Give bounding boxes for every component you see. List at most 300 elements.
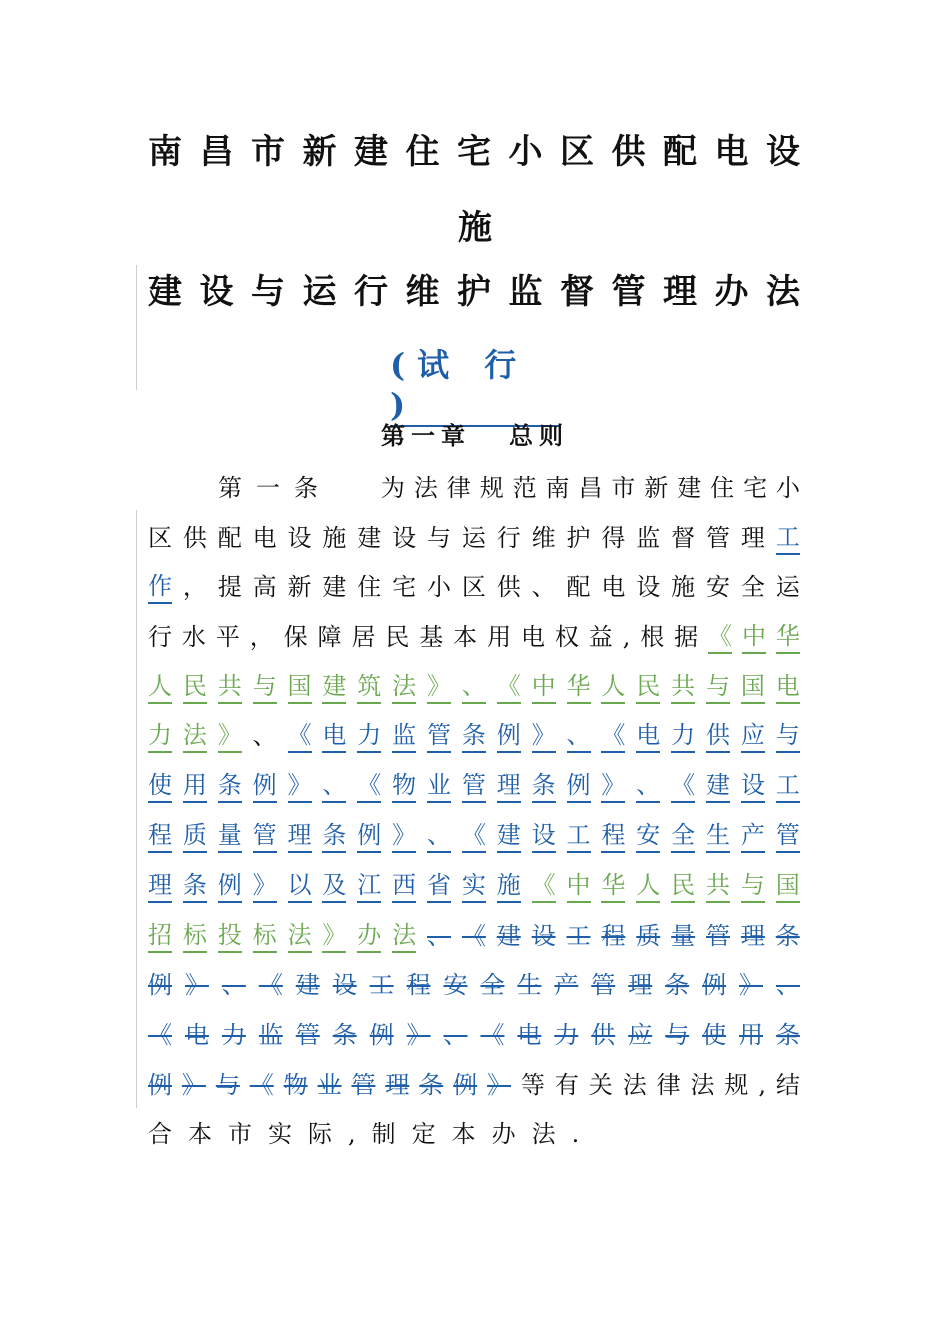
- article-char: 程: [601, 922, 626, 950]
- article-char: 条: [322, 819, 346, 853]
- article-char: 设: [531, 922, 556, 950]
- article-char: 管: [776, 819, 800, 853]
- article-line: [148, 621, 800, 653]
- article-char: 、: [531, 573, 556, 601]
- article-char: 建: [322, 573, 347, 601]
- article-char: 业: [427, 769, 451, 803]
- article-char: 管: [591, 971, 616, 999]
- article-char: 配: [217, 524, 242, 552]
- article-char: 》: [218, 719, 242, 753]
- article-char: 人: [636, 869, 660, 903]
- article-char: 监: [636, 524, 661, 552]
- article-char: 《: [601, 719, 625, 753]
- article-char: 区: [461, 573, 486, 601]
- title-char: 运: [302, 272, 337, 312]
- article-char: 、: [322, 769, 346, 803]
- article-char: 华: [567, 670, 591, 704]
- article-char: 电: [601, 573, 626, 601]
- article-char: 投: [218, 919, 242, 953]
- article-char: 据: [674, 623, 699, 651]
- article-char: 例: [567, 769, 591, 803]
- title-char: 区: [560, 132, 594, 172]
- article-char: 法: [392, 670, 416, 704]
- article-char: 《: [258, 971, 283, 999]
- article-char: 关: [588, 1071, 613, 1099]
- article-char: 《: [357, 769, 381, 803]
- article-char: ,: [622, 623, 631, 651]
- article-char: 《: [480, 1021, 505, 1049]
- article-char: 《: [532, 869, 556, 903]
- article-char: 与: [776, 719, 800, 753]
- article-char: 力: [671, 719, 695, 753]
- title-char: 与: [251, 272, 285, 312]
- article-char: 工: [776, 521, 800, 555]
- article-char: 华: [776, 620, 800, 654]
- article-char: 管: [462, 769, 486, 803]
- article-char: 生: [517, 971, 542, 999]
- article-char: 设: [532, 819, 556, 853]
- article-char: 》: [184, 971, 209, 999]
- title-char: 维: [405, 272, 440, 312]
- article-char: 例: [702, 971, 727, 999]
- article-char: 中: [567, 869, 591, 903]
- article-char: 条: [775, 922, 800, 950]
- title-char: 法: [766, 272, 800, 312]
- article-char: 力: [554, 1021, 579, 1049]
- article-char: 住: [357, 573, 382, 601]
- article-char: 、: [636, 769, 660, 803]
- article-char: 法: [183, 719, 207, 753]
- article-char: 、: [252, 722, 277, 750]
- article-char: 程: [148, 819, 172, 853]
- article-char: 南: [545, 474, 570, 502]
- article-char: 理: [740, 922, 765, 950]
- article-char: 程: [406, 971, 431, 999]
- article-char: 昌: [578, 474, 603, 502]
- article-char: ，: [249, 623, 274, 651]
- article-char: 本: [451, 1120, 476, 1148]
- article-char: 》: [288, 769, 312, 803]
- article-char: 民: [183, 670, 207, 704]
- article-char: 住: [710, 474, 735, 502]
- article-char: 民: [636, 670, 660, 704]
- article-char: 理: [740, 524, 765, 552]
- article-line: [148, 870, 800, 902]
- article-char: 电: [252, 524, 277, 552]
- article-char: 建: [706, 769, 730, 803]
- article-char: ，: [182, 573, 207, 601]
- article-char: 、: [427, 819, 451, 853]
- article-char: 力: [221, 1021, 246, 1049]
- article-char: 人: [148, 670, 172, 704]
- article-char: 业: [317, 1071, 342, 1099]
- article-char: 高: [252, 573, 277, 601]
- article-char: 为: [380, 474, 405, 502]
- article-char: 障: [317, 623, 342, 651]
- article-char: 程: [601, 819, 625, 853]
- article-char: 权: [554, 623, 579, 651]
- title-char: 供: [611, 132, 646, 172]
- article-char: ,: [758, 1071, 766, 1099]
- article-char: 宅: [392, 573, 417, 601]
- chapter-name: 总则: [509, 422, 569, 450]
- article-char: 例: [369, 1021, 394, 1049]
- title-char: 南: [148, 132, 182, 172]
- article-char: 工: [369, 971, 394, 999]
- article-char: 例: [148, 1071, 172, 1099]
- article-char: 新: [644, 474, 669, 502]
- article-char: 设: [636, 573, 661, 601]
- article-char: 际: [308, 1120, 332, 1148]
- title-char: 护: [457, 272, 491, 312]
- article-char: 省: [427, 869, 451, 903]
- article-char: 实: [268, 1120, 292, 1148]
- article-char: 电: [520, 623, 545, 651]
- article-char: 国: [776, 869, 800, 903]
- title-line-1: [148, 132, 800, 172]
- article-char: 宅: [743, 474, 768, 502]
- article-char: 工: [776, 769, 800, 803]
- article-char: 华: [601, 869, 625, 903]
- article-char: 定: [411, 1120, 436, 1148]
- article-char: 新: [287, 573, 312, 601]
- article-char: 《: [671, 769, 695, 803]
- title-char: 电: [714, 132, 749, 172]
- title-char: 办: [714, 272, 749, 312]
- article-char: 用: [183, 769, 207, 803]
- title-char: 市: [251, 132, 285, 172]
- article-char: 标: [253, 919, 277, 953]
- article-char: 结: [775, 1071, 800, 1099]
- article-char: 电: [517, 1021, 542, 1049]
- article-char: 应: [628, 1021, 653, 1049]
- article-char: 规: [724, 1071, 749, 1099]
- article-char: 范: [512, 474, 537, 502]
- article-char: 筑: [357, 670, 381, 704]
- article-char: 《: [288, 719, 312, 753]
- article-char: 律: [656, 1071, 681, 1099]
- article-char: 根: [640, 623, 665, 651]
- article-line: [148, 969, 800, 1001]
- article-char: 理: [497, 769, 521, 803]
- article-char: 招: [148, 919, 172, 953]
- article-char: 管: [706, 922, 730, 950]
- article-char: 法: [690, 1071, 715, 1099]
- article-char: 用: [739, 1021, 763, 1049]
- article-char: 工: [567, 819, 591, 853]
- article-char: 《: [708, 620, 732, 654]
- article-char: 安: [636, 819, 660, 853]
- article-char: 与: [665, 1021, 690, 1049]
- article-char: 》: [253, 869, 277, 903]
- article-char: 水: [181, 623, 206, 651]
- subtitle: (试 行 ): [390, 345, 560, 427]
- article-char: 本: [188, 1120, 212, 1148]
- article-char: 生: [706, 819, 730, 853]
- article-char: 民: [671, 869, 695, 903]
- article-char: 共: [671, 670, 695, 704]
- article-char: 使: [702, 1021, 727, 1049]
- article-char: 电: [636, 719, 660, 753]
- article-char: 力: [148, 719, 172, 753]
- article-char: 》: [322, 919, 346, 953]
- article-char: 物: [392, 769, 416, 803]
- article-char: 西: [392, 869, 416, 903]
- article-char: 居: [351, 623, 376, 651]
- article-char: 国: [741, 670, 765, 704]
- article-char: 设: [332, 971, 357, 999]
- article-char: 理: [288, 819, 312, 853]
- article-char: 条: [532, 769, 556, 803]
- article-char: 全: [740, 573, 765, 601]
- article-char: 条: [775, 1021, 800, 1049]
- article-char: 法: [413, 474, 438, 502]
- article-char: 量: [671, 922, 696, 950]
- article-char: 与: [427, 524, 451, 552]
- article-char: 提: [217, 573, 242, 601]
- article-char: 应: [741, 719, 765, 753]
- article-char: 办: [357, 919, 381, 953]
- article-char: 》: [739, 971, 763, 999]
- article-line: [218, 472, 800, 504]
- article-char: 共: [706, 869, 730, 903]
- article-char: 中: [742, 620, 766, 654]
- article-char: 》: [601, 769, 625, 803]
- article-char: 、: [443, 1021, 468, 1049]
- article-char: 护: [566, 524, 591, 552]
- article-char: 市: [228, 1120, 252, 1148]
- article-char: 《: [249, 1071, 274, 1099]
- article-char: 条: [332, 1021, 357, 1049]
- article-char: 小: [427, 573, 451, 601]
- article-char: 国: [288, 670, 312, 704]
- article-char: 建: [496, 922, 521, 950]
- article-line: [148, 1118, 800, 1150]
- article-char: 行: [148, 623, 172, 651]
- article-char: 管: [351, 1071, 376, 1099]
- article-char: 设: [287, 524, 312, 552]
- article-char: 法: [531, 1120, 556, 1148]
- article-char: 与: [706, 670, 730, 704]
- article-char: 条: [183, 869, 207, 903]
- article-char: 办: [491, 1120, 516, 1148]
- title-char: 配: [663, 132, 697, 172]
- article-char: 设: [741, 769, 765, 803]
- article-char: 》: [427, 670, 451, 704]
- article-char: 建: [295, 971, 320, 999]
- article-char: 行: [496, 524, 521, 552]
- article-char: 《: [497, 670, 521, 704]
- article-char: 有: [554, 1071, 579, 1099]
- article-char: 律: [446, 474, 471, 502]
- article-char: 人: [601, 670, 625, 704]
- title-char: 设: [199, 272, 234, 312]
- article-char: 共: [218, 670, 242, 704]
- article-char: 供: [182, 524, 207, 552]
- article-char: 与: [253, 670, 277, 704]
- article-line: [148, 920, 800, 952]
- article-char: 设: [392, 524, 417, 552]
- article-char: 、: [775, 971, 800, 999]
- article-char: 全: [480, 971, 505, 999]
- article-char: 监: [258, 1021, 283, 1049]
- article-char: 运: [775, 573, 800, 601]
- title-char: 昌: [199, 132, 234, 172]
- article-char: 条: [218, 769, 242, 803]
- title-char: 行: [354, 272, 388, 312]
- article-char: 》: [181, 1071, 206, 1099]
- title-char: 小: [508, 132, 543, 172]
- article-line: [148, 571, 800, 603]
- article-char: 例: [357, 819, 381, 853]
- chapter-number: 第一章: [381, 422, 471, 450]
- article-line: [148, 522, 800, 554]
- article-char: 法: [288, 919, 312, 953]
- article-char: .: [571, 1120, 580, 1148]
- article-char: 全: [671, 819, 695, 853]
- article-char: 、: [427, 922, 451, 950]
- article-char: ,: [348, 1120, 356, 1148]
- article-char: 质: [636, 922, 661, 950]
- article-char: 产: [554, 971, 579, 999]
- article-line: [148, 770, 800, 802]
- article-char: 制: [371, 1120, 396, 1148]
- article-char: 管: [253, 819, 277, 853]
- title-char: 宅: [457, 132, 491, 172]
- title-char: 督: [560, 272, 594, 312]
- article-char: 《: [461, 922, 486, 950]
- article-char: 条: [419, 1071, 444, 1099]
- article-char: 管: [295, 1021, 320, 1049]
- article-char: 施: [671, 573, 696, 601]
- article-char: 《: [462, 819, 486, 853]
- title-char: 理: [663, 272, 697, 312]
- article-char: 例: [497, 719, 521, 753]
- article-char: 合: [148, 1120, 172, 1148]
- article-line: [148, 1019, 800, 1051]
- title-char: 住: [405, 132, 440, 172]
- article-char: 例: [453, 1071, 478, 1099]
- article-char: 规: [479, 474, 504, 502]
- article-char: 工: [566, 922, 591, 950]
- article-char: 理: [148, 869, 172, 903]
- title-char: 建: [148, 272, 182, 312]
- article-char: 电: [184, 1021, 209, 1049]
- article-line: [148, 720, 800, 752]
- article-char: 力: [357, 719, 381, 753]
- article-char: 建: [357, 524, 382, 552]
- article-char: 供: [496, 573, 521, 601]
- article-char: 、: [221, 971, 246, 999]
- article-char: 区: [148, 524, 172, 552]
- article-char: 条: [665, 971, 690, 999]
- article-char: 例: [148, 971, 172, 999]
- article-char: 保: [283, 623, 308, 651]
- article-char: 小: [775, 474, 800, 502]
- article-char: 安: [443, 971, 468, 999]
- article-char: 理: [628, 971, 653, 999]
- article-char: 维: [531, 524, 556, 552]
- article-label: 第一条: [218, 474, 332, 502]
- article-char: 与: [741, 869, 765, 903]
- article-char: 安: [706, 573, 730, 601]
- article-char: 配: [566, 573, 591, 601]
- article-char: 江: [357, 869, 381, 903]
- article-char: 供: [706, 719, 730, 753]
- article-char: 《: [148, 1021, 172, 1049]
- article-char: 电: [776, 670, 800, 704]
- article-char: 理: [385, 1071, 410, 1099]
- article-char: 运: [461, 524, 486, 552]
- article-char: 产: [741, 819, 765, 853]
- article-char: 供: [591, 1021, 616, 1049]
- article-char: 基: [419, 623, 444, 651]
- article-char: 得: [601, 524, 626, 552]
- article-char: 法: [392, 919, 416, 953]
- article-char: 等: [520, 1071, 545, 1099]
- article-char: 监: [392, 719, 416, 753]
- title-char: 设: [766, 132, 800, 172]
- article-char: 电: [322, 719, 346, 753]
- article-line: [148, 820, 800, 852]
- article-char: 与: [215, 1071, 240, 1099]
- article-char: 作: [148, 570, 172, 604]
- revision-bar-body: [136, 510, 137, 1108]
- article-char: 建: [322, 670, 346, 704]
- article-char: 建: [677, 474, 702, 502]
- article-char: 》: [392, 819, 416, 853]
- title-line-3: [148, 272, 800, 312]
- article-char: 》: [532, 719, 556, 753]
- article-char: 实: [462, 869, 486, 903]
- article-char: 条: [462, 719, 486, 753]
- article-char: 用: [487, 623, 512, 651]
- title-line-2: 施: [458, 208, 492, 248]
- article-char: 物: [283, 1071, 308, 1099]
- article-char: 例: [253, 769, 277, 803]
- article-char: 以: [288, 869, 312, 903]
- article-char: 例: [218, 869, 242, 903]
- article-char: 管: [706, 524, 730, 552]
- article-char: 督: [671, 524, 696, 552]
- article-line: [148, 671, 800, 703]
- article-line: [148, 1069, 800, 1101]
- article-char: 本: [453, 623, 478, 651]
- article-char: 平: [215, 623, 240, 651]
- article-char: 建: [497, 819, 521, 853]
- article-char: 管: [427, 719, 451, 753]
- article-char: 》: [406, 1021, 431, 1049]
- revision-bar-title: [136, 265, 137, 390]
- article-char: 法: [622, 1071, 647, 1099]
- article-char: 施: [497, 869, 521, 903]
- title-char: 监: [508, 272, 543, 312]
- article-char: 施: [322, 524, 347, 552]
- article-char: 市: [611, 474, 636, 502]
- article-char: 、: [462, 670, 486, 704]
- article-char: 中: [532, 670, 556, 704]
- article-char: 量: [218, 819, 242, 853]
- article-char: 标: [183, 919, 207, 953]
- article-char: 质: [183, 819, 207, 853]
- title-char: 建: [354, 132, 388, 172]
- article-char: 、: [567, 719, 591, 753]
- title-char: 管: [611, 272, 646, 312]
- article-char: 使: [148, 769, 172, 803]
- article-char: 及: [322, 869, 346, 903]
- article-char: 民: [385, 623, 410, 651]
- title-char: 新: [302, 132, 337, 172]
